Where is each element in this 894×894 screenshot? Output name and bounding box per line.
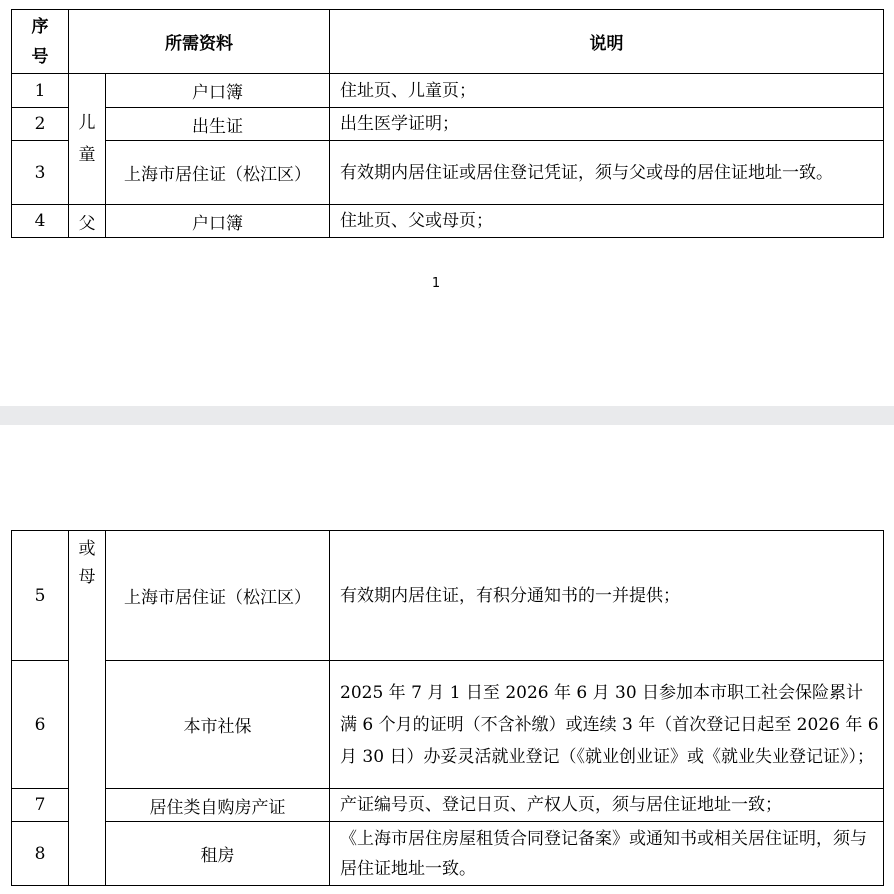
row-note: 住址页、儿童页； xyxy=(330,74,884,108)
row-material: 居住类自购房产证 xyxy=(106,789,330,822)
group-label-child: 儿 童 xyxy=(69,74,106,205)
row-note: 产证编号页、登记日页、产权人页，须与居住证地址一致； xyxy=(330,789,884,822)
table-row xyxy=(12,141,884,205)
document-page-1 xyxy=(0,0,894,406)
row-material: 户口簿 xyxy=(106,74,330,108)
page-separator xyxy=(0,406,894,425)
table-row xyxy=(12,531,884,661)
row-note: 有效期内居住证，有积分通知书的一并提供； xyxy=(330,531,884,661)
row-seq: 7 xyxy=(12,789,69,822)
table-row xyxy=(12,205,884,238)
row-note: 《上海市居住房屋租赁合同登记备案》或通知书或相关居住证明，须与居住证地址一致。 xyxy=(330,822,884,886)
group-label-parent: 父 xyxy=(69,205,106,238)
page-number: 1 xyxy=(431,276,441,291)
table-row xyxy=(12,822,884,886)
materials-table-part1 xyxy=(11,9,884,238)
row-seq: 1 xyxy=(12,74,69,108)
row-material: 租房 xyxy=(106,822,330,886)
header-notes: 说明 xyxy=(330,10,884,74)
row-material: 上海市居住证（松江区） xyxy=(106,141,330,205)
table-row xyxy=(12,789,884,822)
group-label-parent-cont: 或 母 xyxy=(69,531,106,886)
row-material: 本市社保 xyxy=(106,661,330,789)
row-note: 2025 年 7 月 1 日至 2026 年 6 月 30 日参加本市职工社会保险累计满 6 个月的证明（不含补缴）或连续 3 年（首次登记日起至 2026 年 6 月 30 日）办妥灵活就业登记（《就业创业证》或《就业失业登记证》）； xyxy=(330,661,884,789)
table-row xyxy=(12,661,884,789)
row-material: 户口簿 xyxy=(106,205,330,238)
row-seq: 6 xyxy=(12,661,69,789)
row-note: 出生医学证明； xyxy=(330,108,884,141)
table-row xyxy=(12,108,884,141)
row-seq: 2 xyxy=(12,108,69,141)
document-page-2 xyxy=(0,425,894,894)
row-seq: 3 xyxy=(12,141,69,205)
table-header-row xyxy=(12,10,884,74)
row-seq: 5 xyxy=(12,531,69,661)
row-material: 上海市居住证（松江区） xyxy=(106,531,330,661)
row-note: 住址页、父或母页； xyxy=(330,205,884,238)
table-row xyxy=(12,74,884,108)
materials-table-part2 xyxy=(11,530,884,886)
row-seq: 4 xyxy=(12,205,69,238)
row-material: 出生证 xyxy=(106,108,330,141)
header-materials: 所需资料 xyxy=(69,10,330,74)
row-seq: 8 xyxy=(12,822,69,886)
header-seq: 序 号 xyxy=(12,10,69,74)
row-note: 有效期内居住证或居住登记凭证，须与父或母的居住证地址一致。 xyxy=(330,141,884,205)
